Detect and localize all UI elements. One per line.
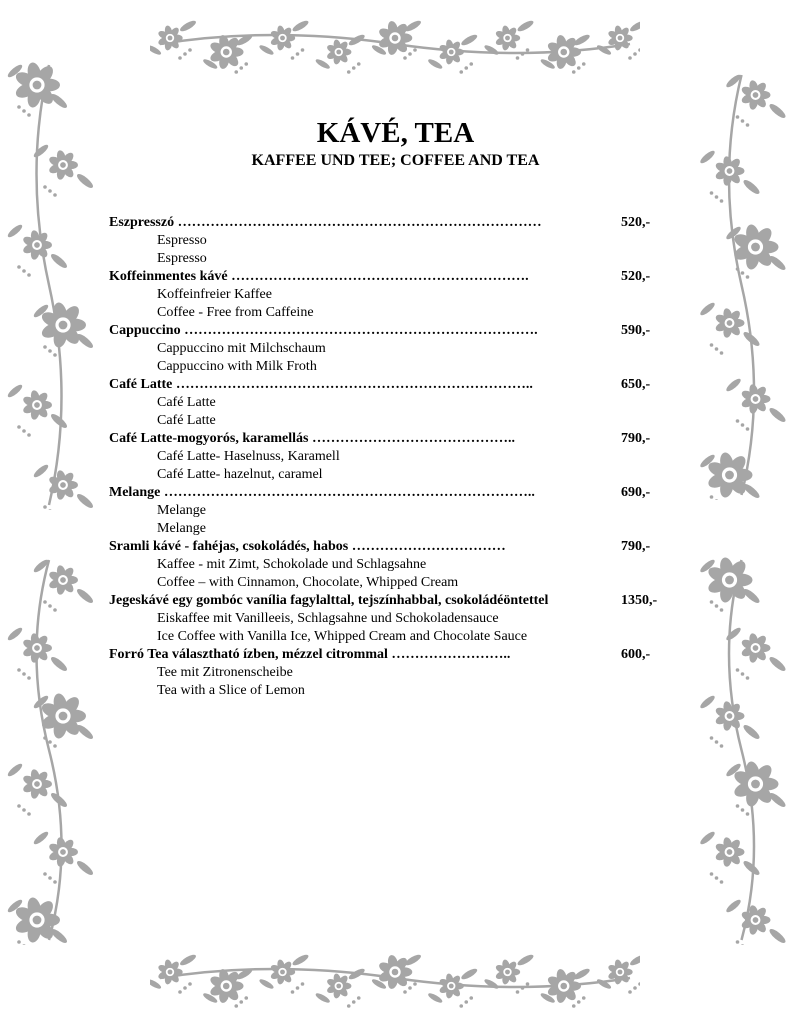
floral-border-top-icon bbox=[150, 4, 640, 84]
menu-item-german: Cappuccino mit Milchschaum bbox=[157, 341, 326, 356]
menu-item-line bbox=[109, 484, 669, 502]
menu-item-line bbox=[109, 538, 669, 556]
menu-item bbox=[109, 430, 669, 484]
menu-item bbox=[109, 376, 669, 430]
menu-item-english: Cappuccino with Milk Froth bbox=[157, 359, 317, 374]
menu-item-english: Café Latte bbox=[157, 413, 216, 428]
page-title: KÁVÉ, TEA bbox=[316, 117, 475, 149]
page-subtitle: KAFFEE UND TEE; COFFEE AND TEA bbox=[251, 152, 540, 169]
menu-item-line bbox=[109, 430, 669, 448]
menu-item bbox=[109, 268, 669, 322]
menu-item bbox=[109, 646, 669, 700]
menu-item-name bbox=[109, 376, 533, 394]
floral-border-right-lower-icon bbox=[692, 555, 791, 945]
menu-item-price: 790,- bbox=[621, 539, 651, 554]
menu-item-title: Forró Tea választható ízben, mézzel citrommal bbox=[109, 647, 388, 662]
menu-item-english: Coffee – with Cinnamon, Chocolate, Whipped Cream bbox=[157, 575, 459, 590]
menu-item-title: Jegeskávé egy gombóc vanília fagylalttal, tejszínhabbal, csokoládéöntettel bbox=[109, 593, 549, 608]
menu-list bbox=[109, 214, 669, 700]
menu-item-price: 590,- bbox=[621, 323, 651, 338]
menu-item-line bbox=[109, 322, 669, 340]
menu-item-title: Cappuccino bbox=[109, 323, 181, 338]
menu-item-german: Café Latte bbox=[157, 395, 216, 410]
menu-item-german: Melange bbox=[157, 503, 206, 518]
menu-item-leader-dots: …………………………………….. bbox=[308, 431, 515, 446]
menu-item-title: Café Latte-mogyorós, karamellás bbox=[109, 431, 309, 446]
menu-item-english: Ice Coffee with Vanilla Ice, Whipped Cream and Chocolate Sauce bbox=[157, 629, 528, 644]
menu-item-name bbox=[109, 484, 535, 502]
menu-item-leader-dots: …………………………………………………………………. bbox=[180, 323, 538, 338]
menu-item-title: Sramli kávé - fahéjas, csokoládés, habos bbox=[109, 539, 349, 554]
menu-item-english: Espresso bbox=[157, 251, 207, 266]
menu-item-name bbox=[109, 538, 506, 556]
menu-item-title: Koffeinmentes kávé bbox=[109, 269, 228, 284]
menu-item-german: Kaffee - mit Zimt, Schokolade und Schlagsahne bbox=[157, 557, 427, 572]
menu-item-german: Koffeinfreier Kaffee bbox=[157, 287, 272, 302]
menu-item-title: Café Latte bbox=[109, 377, 173, 392]
menu-item-name bbox=[109, 214, 542, 232]
menu-item-price: 520,- bbox=[621, 215, 651, 230]
floral-border-bottom-icon bbox=[150, 934, 640, 1022]
menu-item-price: 1350,- bbox=[621, 593, 658, 608]
menu-item-german: Café Latte- Haselnuss, Karamell bbox=[157, 449, 340, 464]
menu-item-name bbox=[109, 646, 510, 664]
menu-item-leader-dots: …………………………… bbox=[348, 539, 506, 554]
menu-item-name bbox=[109, 592, 548, 610]
menu-item-price: 650,- bbox=[621, 377, 651, 392]
menu-item-line bbox=[109, 214, 669, 232]
menu-item-line bbox=[109, 592, 669, 610]
menu-item-leader-dots: …………………….. bbox=[387, 647, 511, 662]
menu-item-title: Melange bbox=[109, 485, 161, 500]
floral-border-left-lower-icon bbox=[0, 555, 98, 945]
menu-item bbox=[109, 322, 669, 376]
menu-item-english: Coffee - Free from Caffeine bbox=[157, 305, 314, 320]
menu-item-name bbox=[109, 430, 515, 448]
menu-item-german: Tee mit Zitronenscheibe bbox=[157, 665, 293, 680]
menu-item-leader-dots: …………………………………………………………………….. bbox=[160, 485, 535, 500]
menu-item-price: 520,- bbox=[621, 269, 651, 284]
menu-item-english: Melange bbox=[157, 521, 206, 536]
menu-item bbox=[109, 538, 669, 592]
menu-item-price: 790,- bbox=[621, 431, 651, 446]
menu-item-leader-dots: ………………………………………………………………….. bbox=[172, 377, 533, 392]
menu-item-price: 600,- bbox=[621, 647, 651, 662]
menu-item-title: Eszpresszó bbox=[109, 215, 175, 230]
menu-item-english: Tea with a Slice of Lemon bbox=[157, 683, 305, 698]
menu-item-line bbox=[109, 376, 669, 394]
menu-item-leader-dots: …………………………………………………………………… bbox=[174, 215, 542, 230]
menu-item-line bbox=[109, 646, 669, 664]
menu-item-german: Espresso bbox=[157, 233, 207, 248]
menu-item-line bbox=[109, 268, 669, 286]
menu-item bbox=[109, 214, 669, 268]
menu-item bbox=[109, 592, 669, 646]
menu-item-price: 690,- bbox=[621, 485, 651, 500]
menu-item-name bbox=[109, 322, 538, 340]
menu-item-german: Eiskaffee mit Vanilleeis, Schlagsahne und Schokoladensauce bbox=[157, 611, 499, 626]
menu-item-leader-dots: ………………………………………………………. bbox=[227, 269, 529, 284]
menu-item-name bbox=[109, 268, 529, 286]
menu-item bbox=[109, 484, 669, 538]
menu-item-english: Café Latte- hazelnut, caramel bbox=[157, 467, 323, 482]
